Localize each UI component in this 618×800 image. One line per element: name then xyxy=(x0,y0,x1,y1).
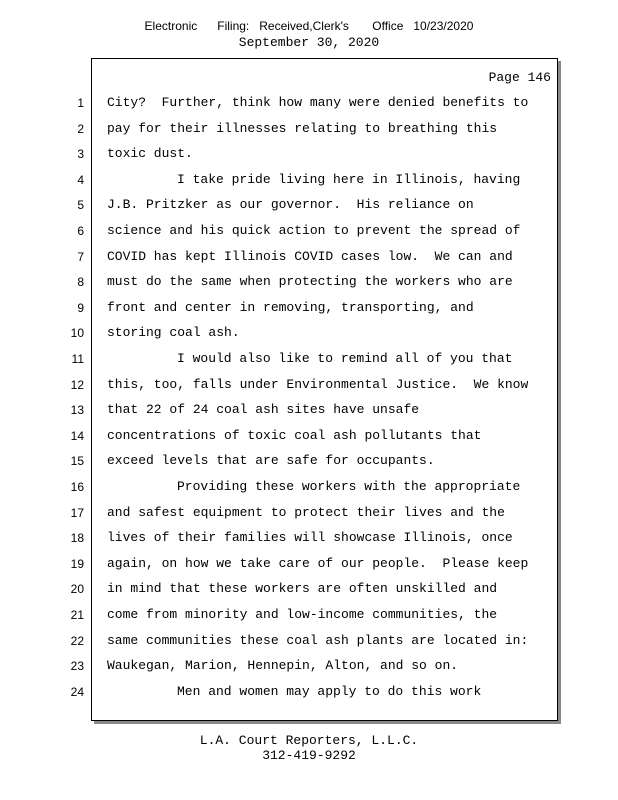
line-text: Waukegan, Marion, Hennepin, Alton, and so on. xyxy=(107,658,459,674)
line-text: same communities these coal ash plants are located in: xyxy=(107,632,529,648)
line-text: Men and women may apply to do this work xyxy=(177,683,482,699)
transcript-line xyxy=(0,500,560,526)
line-number: 8 xyxy=(77,275,84,290)
line-text: toxic dust. xyxy=(107,146,193,162)
line-number: 7 xyxy=(77,249,84,264)
line-number: 9 xyxy=(77,300,84,315)
line-text: must do the same when protecting the workers who are xyxy=(107,274,513,290)
transcript-line xyxy=(0,628,560,654)
line-number: 19 xyxy=(70,556,84,571)
transcript-line xyxy=(0,602,560,628)
transcript-line xyxy=(0,679,560,705)
line-text: front and center in removing, transporting, and xyxy=(107,299,474,315)
transcript-line xyxy=(0,397,560,423)
line-text: Providing these workers with the appropriate xyxy=(177,479,521,494)
line-text: in mind that these workers are often unskilled and xyxy=(107,581,498,597)
line-number: 3 xyxy=(77,147,84,162)
line-text: pay for their illnesses relating to breathing this xyxy=(107,120,498,136)
line-number: 22 xyxy=(70,633,84,648)
transcript-line xyxy=(0,90,560,116)
page-number: Page 146 xyxy=(488,70,551,85)
line-text: and safest equipment to protect their lives and the xyxy=(107,504,505,520)
line-text: J.B. Pritzker as our governor. His reliance on xyxy=(107,197,474,213)
line-number: 4 xyxy=(77,172,84,187)
line-text: COVID has kept Illinois COVID cases low. We can and xyxy=(107,248,513,264)
line-number: 16 xyxy=(70,480,84,494)
transcript-line xyxy=(0,372,560,398)
line-text: science and his quick action to prevent the spread of xyxy=(107,223,521,238)
line-text: exceed levels that are safe for occupants. xyxy=(107,453,435,469)
line-number: 5 xyxy=(77,198,84,213)
transcript-line xyxy=(0,244,560,270)
transcript-line xyxy=(0,192,560,218)
transcript-line xyxy=(0,269,560,295)
line-number: 6 xyxy=(77,224,84,238)
transcript-line xyxy=(0,295,560,321)
line-number: 12 xyxy=(70,377,84,392)
transcript-line xyxy=(0,448,560,474)
line-number: 18 xyxy=(70,531,84,546)
transcript-line xyxy=(0,576,560,602)
line-number: 13 xyxy=(70,403,84,418)
transcript-date: September 30, 2020 xyxy=(238,35,380,50)
line-number: 20 xyxy=(70,582,84,597)
filing-stamp: Electronic Filing: Received,Clerk's Office 10/23/2020 xyxy=(144,19,474,33)
line-number: 15 xyxy=(70,454,84,469)
line-number: 10 xyxy=(70,326,84,341)
transcript-line xyxy=(0,320,560,346)
line-number: 1 xyxy=(77,96,84,110)
line-number: 23 xyxy=(70,659,84,674)
transcript-line xyxy=(0,423,560,449)
line-number: 2 xyxy=(77,121,84,136)
line-text: that 22 of 24 coal ash sites have unsafe xyxy=(107,402,420,418)
line-text: I take pride living here in Illinois, having xyxy=(177,171,521,187)
line-text: lives of their families will showcase Illinois, once xyxy=(107,530,513,546)
transcript-line xyxy=(0,525,560,551)
line-number: 11 xyxy=(71,352,84,366)
line-text: I would also like to remind all of you that xyxy=(177,351,513,366)
line-text: City? Further, think how many were denied benefits to xyxy=(107,95,529,110)
transcript-line xyxy=(0,551,560,577)
line-text: concentrations of toxic coal ash pollutants that xyxy=(107,427,482,443)
line-number: 17 xyxy=(70,505,84,520)
transcript-line xyxy=(0,653,560,679)
transcript-line xyxy=(0,167,560,193)
transcript-line xyxy=(0,116,560,142)
line-number: 21 xyxy=(70,608,84,622)
line-text: this, too, falls under Environmental Justice. We know xyxy=(107,376,529,392)
line-text: come from minority and low-income communities, the xyxy=(107,607,498,622)
line-number: 14 xyxy=(70,428,84,443)
transcript-line xyxy=(0,346,560,372)
reporter-phone: 312-419-9292 xyxy=(262,748,356,763)
reporter-company: L.A. Court Reporters, L.L.C. xyxy=(199,733,419,748)
line-text: again, on how we take care of our people. Please keep xyxy=(107,555,529,571)
line-number: 24 xyxy=(70,684,84,699)
transcript-line xyxy=(0,218,560,244)
transcript-line xyxy=(0,474,560,500)
line-text: storing coal ash. xyxy=(107,325,240,341)
transcript-line xyxy=(0,141,560,167)
